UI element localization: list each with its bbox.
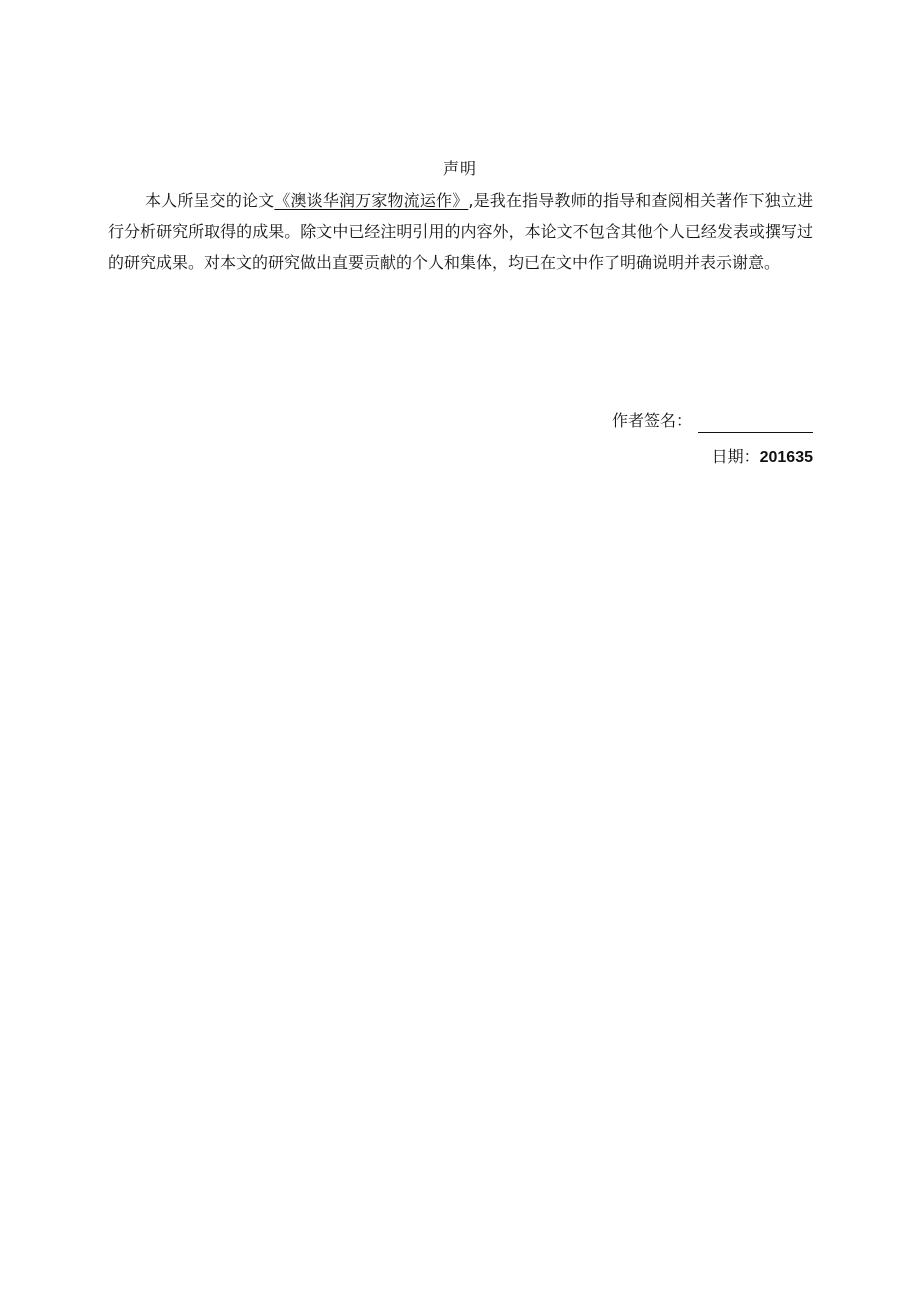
date-label: 日期： [711,447,760,466]
signature-line [698,414,813,433]
thesis-title: 《澳谈华润万家物流运作》 [274,191,469,210]
paragraph-intro: 本人所呈交的论文 [145,191,275,210]
paragraph-body: ,是我在指导教师的指导和查阅相关著作下独立进行分析研究所取得的成果。除文中已经注明引用的内容外，本论文不包含其他个人已经发表或撰写过的研究成果。对本文的研究做出直要贡献的个人和集体，均已在文中作了明确说明并表示谢意。 [108,191,813,272]
date-value: 201635 [759,449,813,466]
declaration-paragraph [108,185,813,278]
signature-block [612,409,813,470]
author-signature-label: 作者签名： [611,411,692,430]
author-signature-row [612,409,813,433]
declaration-title: 声明 [442,159,477,178]
date-row [612,445,813,470]
